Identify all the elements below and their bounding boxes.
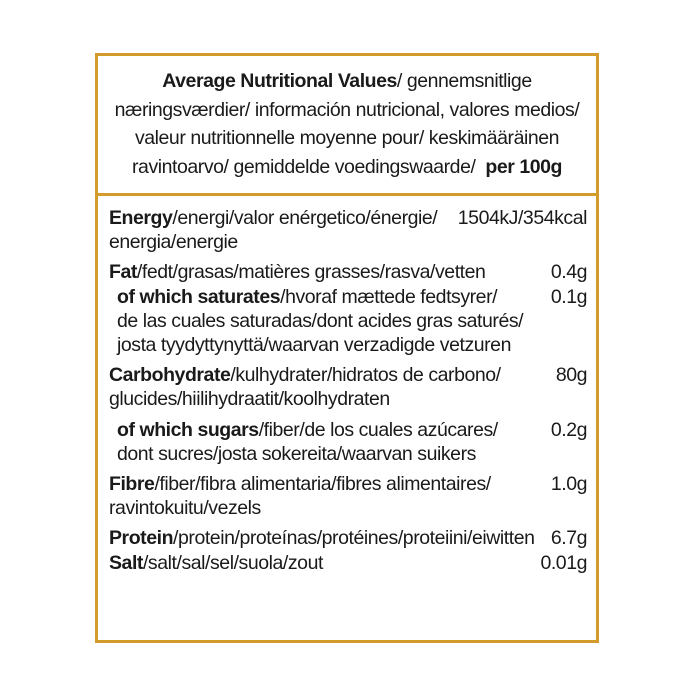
nutrient-translations: /energi/valor enérgetico/énergie/ — [172, 207, 438, 229]
nutrient-continuation: energia/energie — [109, 231, 238, 254]
nutrition-label — [95, 53, 599, 643]
nutrient-name: Salt — [109, 551, 143, 574]
header-line-4 — [98, 153, 596, 182]
nutrient-row-fibre — [109, 472, 587, 496]
nutrient-row-saturates — [109, 285, 587, 309]
nutrition-header — [98, 56, 596, 196]
nutrient-row-salt — [109, 551, 587, 575]
nutrient-continuation: de las cuales saturadas/dont acides gras saturés/ — [117, 309, 524, 332]
nutrient-value: 1504kJ/354kcal — [457, 207, 587, 229]
nutrient-value: 1.0g — [550, 473, 587, 496]
nutrient-value: 0.01g — [540, 551, 587, 574]
nutrient-name: of which saturates — [117, 285, 281, 308]
nutrient-row-sugars — [109, 418, 587, 442]
nutrient-row-protein — [109, 526, 587, 550]
nutrient-value: 0.1g — [550, 285, 587, 308]
per-100g-label: per 100g — [485, 155, 562, 178]
nutrient-value: 80g — [555, 364, 587, 387]
header-title-rest: / gennemsnitlige — [396, 70, 532, 92]
nutrient-translations: /fiber/de los cuales azúcares/ — [258, 418, 498, 441]
nutrient-name: Fibre — [109, 473, 155, 496]
nutrient-translations: /protein/proteínas/protéines/proteiini/eiwitten — [173, 527, 535, 550]
nutrient-name: of which sugars — [117, 418, 259, 441]
nutrient-value: 6.7g — [550, 527, 587, 550]
nutrient-rows — [109, 206, 587, 575]
nutrient-continuation: dont sucres/josta sokereita/waarvan suikers — [117, 442, 476, 465]
nutrient-continuation: glucides/hiilihydraatit/koolhydraten — [109, 388, 390, 411]
nutrient-translations: /fiber/fibra alimentaria/fibres alimentaires/ — [154, 473, 491, 496]
nutrient-name: Fat — [109, 261, 137, 284]
nutrient-name: Protein — [109, 527, 174, 550]
header-line-4-text: ravintoarvo/ gemiddelde voedingswaarde/ — [132, 155, 476, 178]
nutrient-translations: /kulhydrater/hidratos de carbono/ — [230, 364, 501, 387]
header-line-3: valeur nutritionnelle moyenne pour/ keskimääräinen — [134, 127, 560, 149]
nutrient-translations: /hvoraf mættede fedtsyrer/ — [280, 285, 498, 308]
nutrient-value: 0.4g — [550, 261, 587, 284]
nutrient-name: Carbohydrate — [109, 364, 231, 387]
nutrient-row-fat — [109, 260, 587, 284]
header-line-1 — [98, 67, 596, 96]
header-line-2: næringsværdier/ información nutricional, valores medios/ — [114, 98, 580, 121]
nutrient-value: 0.2g — [550, 418, 587, 441]
nutrient-translations: /fedt/grasas/matières grasses/rasva/vetten — [136, 261, 486, 284]
nutrient-translations: /salt/sal/sel/suola/zout — [142, 551, 323, 574]
header-title: Average Nutritional Values — [162, 70, 397, 92]
nutrient-name: Energy — [109, 207, 173, 229]
nutrient-continuation: josta tyydyttynyttä/waarvan verzadigde vetzuren — [117, 334, 511, 357]
nutrient-row-carbohydrate — [109, 363, 587, 387]
nutrient-row-energy — [109, 206, 587, 230]
nutrient-continuation: ravintokuitu/vezels — [109, 497, 261, 520]
